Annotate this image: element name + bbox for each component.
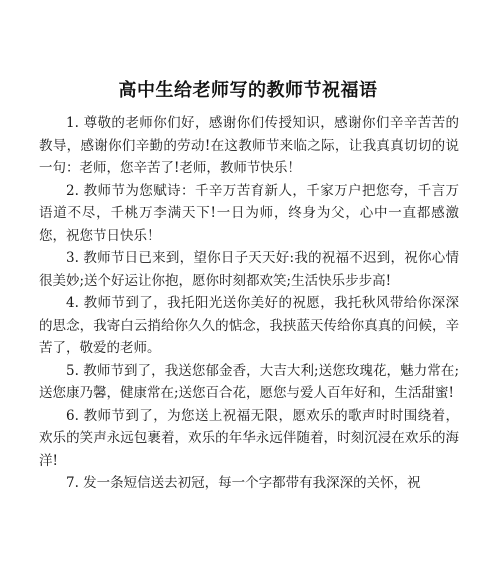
paragraph-3: 3. 教师节日已来到，望你日子天天好:我的祝福不迟到，祝你心情很美妙;送个好运让你抱，愿你时刻都欢笑;生活快乐步步高!: [39, 250, 459, 289]
paragraph-1: 1. 尊敬的老师你们好，感谢你们传授知识，感谢你们辛辛苦苦的教导，感谢你们辛勤的劳动!在这教师节来临之际，让我真真切切的说一句：老师，您辛苦了!老师，教师节快乐！: [39, 115, 459, 176]
paragraph-2: 2. 教师节为您赋诗：千辛万苦育新人，千家万户把您夸，千言万语道不尽，千桃万李满天下!一日为师，终身为父，心中一直都感激您，祝您节日快乐！: [39, 182, 459, 244]
paragraph-4: 4. 教师节到了，我托阳光送你美好的祝愿，我托秋风带给你深深的思念，我寄白云捎给你久久的惦念，我挟蓝天传给你真真的问候，辛苦了，敬爱的老师。: [39, 295, 459, 356]
paragraph-6: 6. 教师节到了，为您送上祝福无限，愿欢乐的歌声时时围绕着，欢乐的笑声永远包裹着，欢乐的年华永远伴随着，时刻沉浸在欢乐的海洋!: [39, 407, 459, 469]
paragraph-7: 7. 发一条短信送去初冠，每一个字都带有我深深的关怀，祝: [66, 475, 421, 491]
paragraph-5: 5. 教师节到了，我送您郁金香，大吉大利;送您玫瑰花，魅力常在;送您康乃馨，健康常在;送您百合花，愿您与爱人百年好和，生活甜蜜!: [39, 362, 459, 401]
document-body: [39, 112, 459, 495]
document-title: 高中生给老师写的教师节祝福语: [118, 80, 378, 101]
